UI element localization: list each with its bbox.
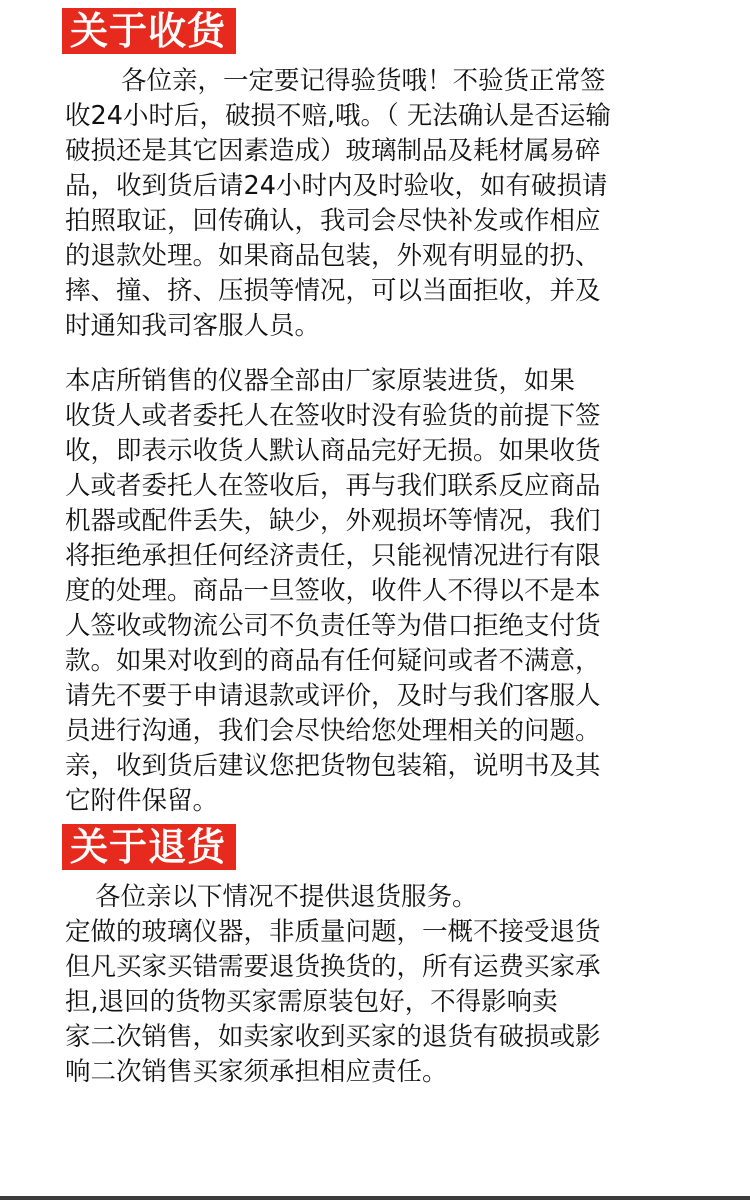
receiving-paragraph-1 — [65, 64, 695, 344]
bottom-divider — [0, 1196, 750, 1200]
text-line: 的退款处理。如果商品包装，外观有明显的扔、 — [65, 241, 601, 271]
text-line: 收货人或者委托人在签收时没有验货的前提下签 — [65, 401, 601, 431]
text-line: 摔、撞、挤、压损等情况，可以当面拒收，并及 — [65, 276, 601, 306]
receiving-heading: 关于收货 — [62, 8, 236, 54]
text-line: 各位亲以下情况不提供退货服务。 — [95, 882, 478, 912]
text-line: 但凡买家买错需要退货换货的，所有运费买家承 — [65, 952, 601, 982]
text-line: 响二次销售买家须承担相应责任。 — [65, 1057, 448, 1087]
text-line: 亲，收到货后建议您把货物包装箱，说明书及其 — [65, 751, 601, 781]
text-line: 时通知我司客服人员。 — [65, 311, 321, 341]
text-line: 将拒绝承担任何经济责任，只能视情况进行有限 — [65, 541, 601, 571]
text-line: 品，收到货后请24小时内及时验收，如有破损请 — [65, 171, 608, 201]
text-line: 机器或配件丢失，缺少，外观损坏等情况，我们 — [65, 506, 601, 536]
text-line: 本店所销售的仪器全部由厂家原装进货，如果 — [65, 366, 576, 396]
receiving-paragraph-2 — [65, 364, 695, 819]
returns-heading: 关于退货 — [62, 824, 236, 870]
text-line: 担,退回的货物买家需原装包好，不得影响卖 — [65, 987, 558, 1017]
text-line: 度的处理。商品一旦签收，收件人不得以不是本 — [65, 576, 601, 606]
text-line: 款。如果对收到的商品有任何疑问或者不满意， — [65, 646, 601, 676]
text-line: 收，即表示收货人默认商品完好无损。如果收货 — [65, 436, 601, 466]
text-line: 请先不要于申请退款或评价，及时与我们客服人 — [65, 681, 601, 711]
text-line: 破损还是其它因素造成）玻璃制品及耗材属易碎 — [65, 136, 601, 166]
returns-paragraph — [65, 880, 695, 1090]
text-line: 家二次销售，如卖家收到买家的退货有破损或影 — [65, 1022, 601, 1052]
text-line: 它附件保留。 — [65, 786, 219, 816]
text-line: 员进行沟通，我们会尽快给您处理相关的问题。 — [65, 716, 601, 746]
text-line: 定做的玻璃仪器，非质量问题，一概不接受退货 — [65, 917, 601, 947]
text-line: 各位亲，一定要记得验货哦！不验货正常签 — [121, 66, 606, 96]
text-line: 人签收或物流公司不负责任等为借口拒绝支付货 — [65, 611, 601, 641]
text-line: 收24小时后，破损不赔,哦。（ 无法确认是否运输 — [65, 101, 611, 131]
text-line: 拍照取证，回传确认，我司会尽快补发或作相应 — [65, 206, 601, 236]
text-line: 人或者委托人在签收后，再与我们联系反应商品 — [65, 471, 601, 501]
